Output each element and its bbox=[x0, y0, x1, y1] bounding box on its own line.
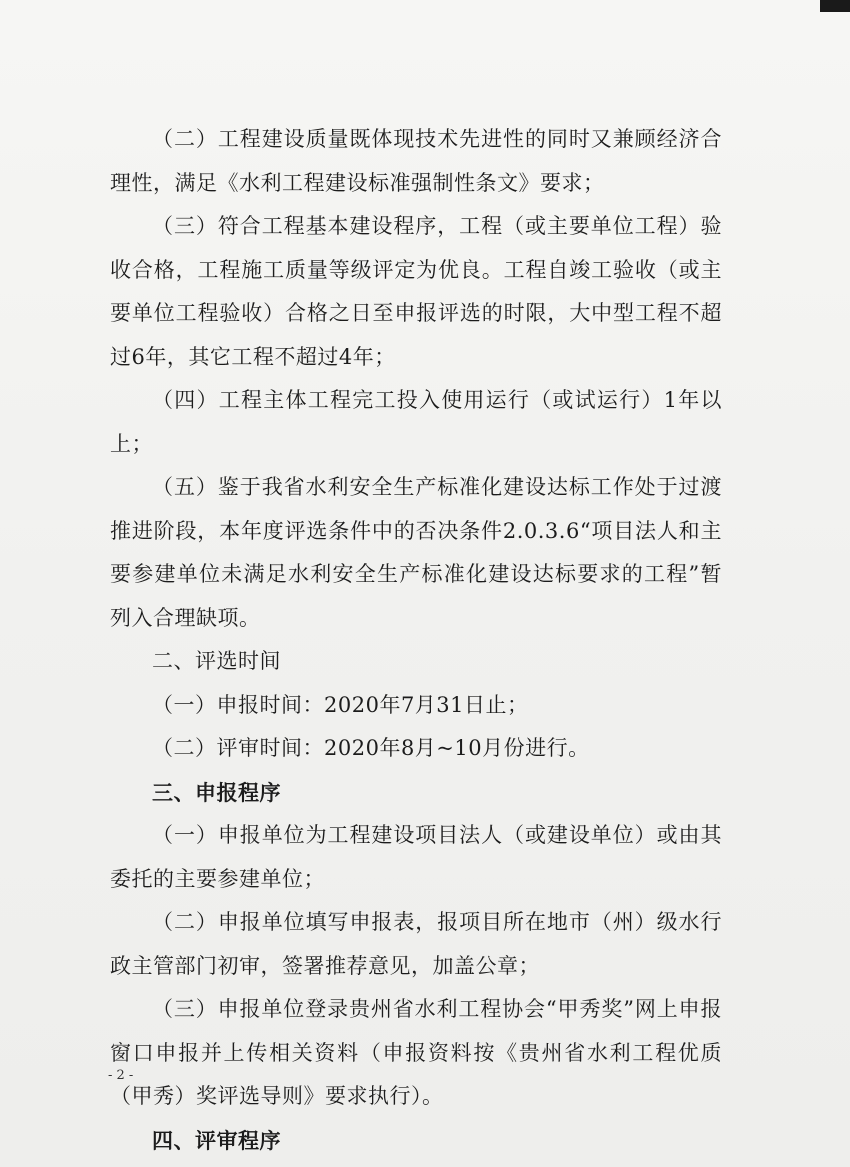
paragraph-submission-time: （一）申报时间：2020年7月31日止； bbox=[152, 692, 529, 717]
paragraph-2-2: （二）工程建设质量既体现技术先进性的同时又兼顾经济合理性，满足《水利工程建设标准强制性条文》要求； bbox=[110, 127, 722, 195]
paragraph-review-time: （二）评审时间：2020年8月~10月份进行。 bbox=[152, 736, 590, 760]
section-heading-2: 二、评选时间 bbox=[152, 649, 281, 673]
page-number: - 2 - bbox=[108, 1068, 134, 1083]
section-heading-3: 三、申报程序 bbox=[152, 779, 281, 805]
paragraph-3-2: （二）申报单位填写申报表，报项目所在地市（州）级水行政主管部门初审，签署推荐意见，加盖公章； bbox=[110, 910, 722, 978]
paragraph-3-1: （一）申报单位为工程建设项目法人（或建设单位）或由其委托的主要参建单位； bbox=[110, 823, 722, 891]
scan-edge-artifact bbox=[820, 0, 850, 12]
paragraph-2-5: （五）鉴于我省水利安全生产标准化建设达标工作处于过渡推进阶段，本年度评选条件中的否决条件2.0.3.6“项目法人和主要参建单位未满足水利安全生产标准化建设达标要求的工程”暂列入合理缺项。 bbox=[110, 475, 722, 630]
paragraph-2-4: （四）工程主体工程完工投入使用运行（或试运行）1年以上； bbox=[110, 388, 722, 456]
section-heading-4: 四、评审程序 bbox=[152, 1127, 281, 1153]
paragraph-3-3: （三）申报单位登录贵州省水利工程协会“甲秀奖”网上申报窗口申报并上传相关资料（申报资料按《贵州省水利工程优质（甲秀）奖评选导则》要求执行）。 bbox=[110, 997, 722, 1108]
document-body bbox=[110, 118, 722, 1162]
paragraph-2-3: （三）符合工程基本建设程序，工程（或主要单位工程）验收合格，工程施工质量等级评定为优良。工程自竣工验收（或主要单位工程验收）合格之日至申报评选的时限，大中型工程不超过6年，其它工程不超过4年； bbox=[110, 214, 722, 369]
